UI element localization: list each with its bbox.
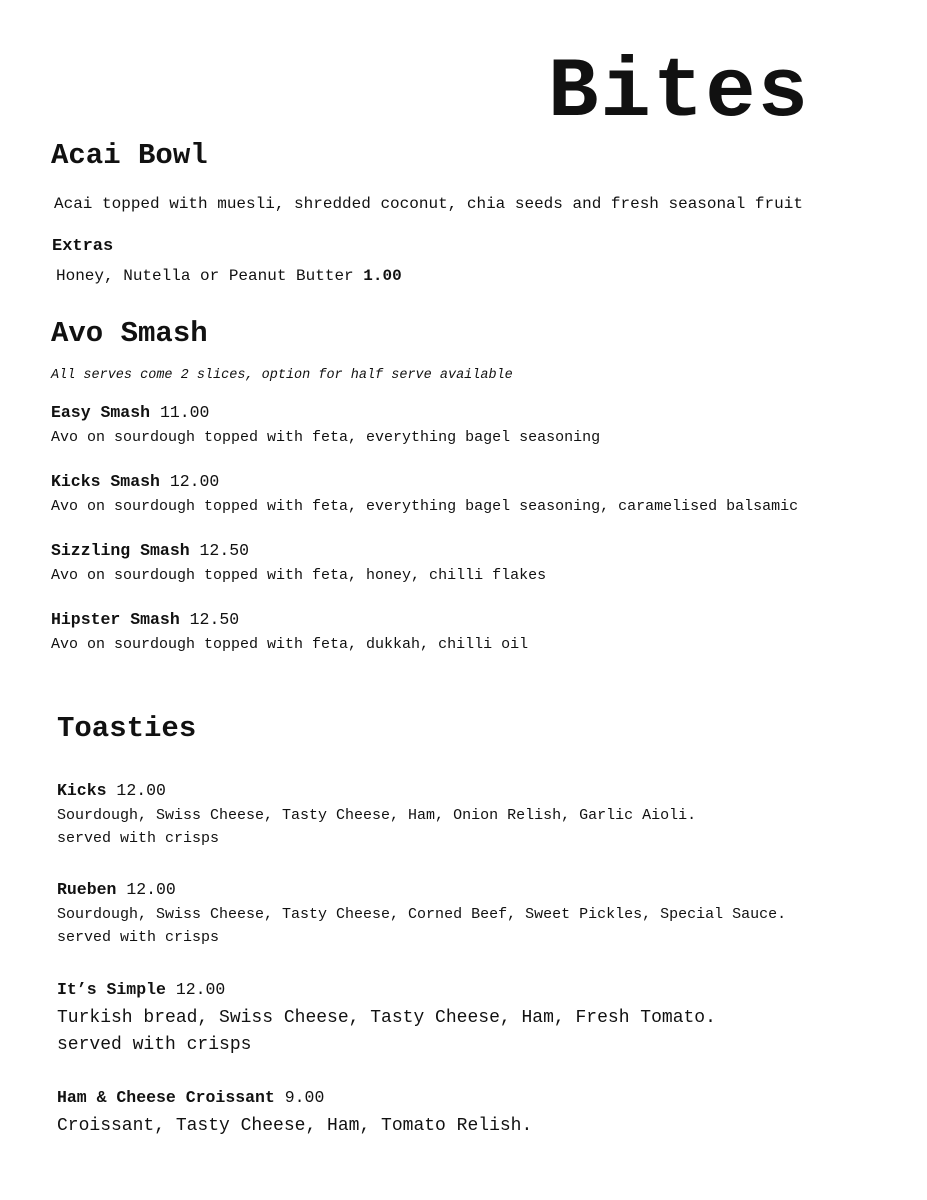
menu-item-price: 12.50: [199, 541, 250, 560]
menu-item-price: 12.50: [189, 610, 240, 629]
menu-item-price: 12.00: [126, 880, 176, 899]
menu-item-description: Turkish bread, Swiss Cheese, Tasty Cheese, Ham, Fresh Tomato.: [57, 1008, 716, 1028]
avo-note: All serves come 2 slices, option for half serve available: [51, 368, 513, 383]
menu-item-description: Avo on sourdough topped with feta, everything bagel seasoning, caramelised balsamic: [51, 498, 799, 515]
menu-item-name: Easy Smash: [51, 403, 151, 422]
menu-item-name: Ham & Cheese Croissant: [57, 1088, 275, 1107]
extras-text: Honey, Nutella or Peanut Butter: [56, 267, 354, 285]
menu-item-extra: served with crisps: [57, 830, 220, 847]
menu-item-price: 12.00: [175, 980, 226, 999]
menu-item-description-block: [57, 903, 786, 949]
menu-item-extra: served with crisps: [57, 1035, 252, 1055]
menu-item-extra: served with crisps: [57, 929, 220, 946]
acai-description: Acai topped with muesli, shredded coconut, chia seeds and fresh seasonal fruit: [54, 195, 803, 213]
extras-price: 1.00: [363, 267, 402, 285]
extras-line: [56, 265, 402, 287]
menu-item-name-line: [51, 612, 239, 629]
menu-item-name: Kicks Smash: [51, 472, 160, 491]
menu-item-description: Avo on sourdough topped with feta, honey, chilli flakes: [51, 567, 547, 584]
menu-item-name-line: [57, 783, 166, 800]
menu-item-description: Croissant, Tasty Cheese, Ham, Tomato Relish.: [57, 1116, 533, 1136]
menu-item-price: 12.00: [116, 781, 166, 800]
menu-item-name-line: [51, 474, 219, 491]
menu-item-name: It’s Simple: [57, 980, 166, 999]
menu-item-price: 9.00: [284, 1088, 325, 1107]
menu-item-description-block: [57, 1005, 716, 1059]
menu-item-description: Avo on sourdough topped with feta, dukkah, chilli oil: [51, 636, 529, 653]
page-title: Bites: [548, 46, 811, 141]
menu-item-name-line: [57, 882, 176, 899]
menu-item-description: Sourdough, Swiss Cheese, Tasty Cheese, Ham, Onion Relish, Garlic Aioli.: [57, 807, 697, 824]
menu-item-price: 12.00: [169, 472, 220, 491]
acai-heading: Acai Bowl: [51, 139, 208, 172]
menu-item-price: 11.00: [159, 403, 210, 422]
menu-item-name-line: [57, 1090, 324, 1107]
avo-heading: Avo Smash: [51, 317, 208, 350]
menu-item-name: Hipster Smash: [51, 610, 180, 629]
extras-heading: Extras: [52, 237, 114, 256]
menu-item-name-line: [51, 543, 249, 560]
menu-item-description-block: [57, 804, 696, 850]
menu-item-name: Sizzling Smash: [51, 541, 190, 560]
menu-item-description: Avo on sourdough topped with feta, everything bagel seasoning: [51, 429, 601, 446]
menu-item-description: Sourdough, Swiss Cheese, Tasty Cheese, Corned Beef, Sweet Pickles, Special Sauce.: [57, 906, 787, 923]
menu-item-name: Kicks: [57, 781, 107, 800]
toasties-heading: Toasties: [57, 712, 197, 745]
menu-item-name-line: [57, 982, 225, 999]
menu-item-name: Rueben: [57, 880, 117, 899]
menu-item-name-line: [51, 405, 209, 422]
